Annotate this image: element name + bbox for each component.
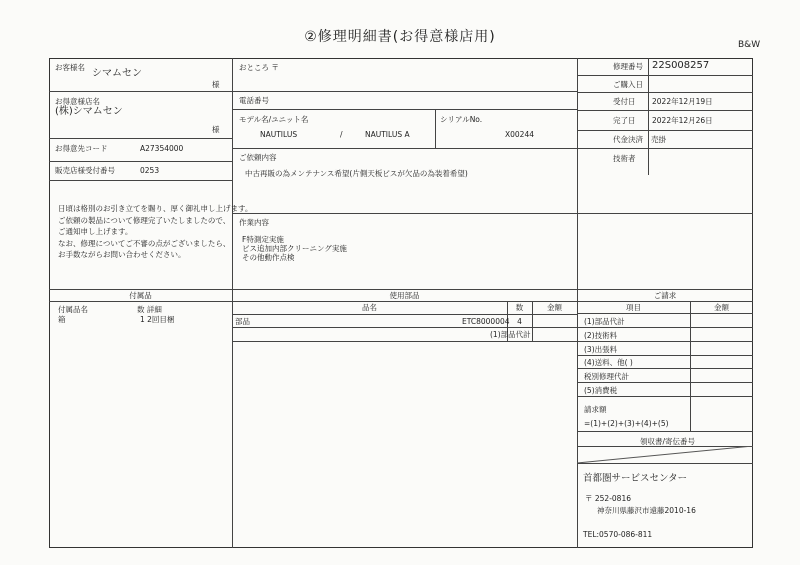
- received-date-value: 2022年12月19日: [652, 97, 713, 106]
- dealer-name-label: お得意様店名: [55, 97, 100, 106]
- divider-lower-section: [49, 289, 753, 290]
- part-row-name: 部品: [235, 317, 250, 326]
- charges-col-item: 項目: [626, 303, 641, 312]
- charge-total-formula: =(1)+(2)+(3)+(4)+(5): [584, 419, 669, 428]
- divider: [577, 355, 753, 356]
- divider: [577, 313, 753, 314]
- divider: [577, 382, 753, 383]
- work-label: 作業内容: [239, 218, 269, 227]
- repair-no-label: 修理番号: [613, 62, 643, 71]
- divider: [577, 341, 753, 342]
- divider: [232, 341, 577, 342]
- divider: [232, 91, 577, 92]
- divider: [577, 92, 753, 93]
- repair-no-value: 22S008257: [652, 60, 710, 71]
- dealer-name-value: (株)シマムセン: [55, 106, 123, 117]
- divider: [577, 110, 753, 111]
- charge-row: (1)部品代計: [584, 317, 625, 326]
- accessory-row-qty-detail: 1 2回目梱: [140, 315, 175, 324]
- accessories-col-qty-detail: 数 詳細: [137, 305, 162, 314]
- engineer-label: 技術者: [613, 154, 636, 163]
- divider: [690, 301, 691, 431]
- service-center-tel: TEL:0570-086-811: [583, 530, 653, 539]
- divider: [232, 314, 577, 315]
- request-label: ご依頼内容: [239, 153, 277, 162]
- dealer-sama: 様: [212, 125, 220, 134]
- document-title: ②修理明細書(お得意様店用): [304, 29, 496, 45]
- service-center-address: 神奈川県藤沢市遠藤2010-16: [597, 506, 696, 515]
- charge-row: (3)出張料: [584, 345, 618, 354]
- charge-row: (4)送料、他( ): [584, 358, 633, 367]
- purchase-date-label: ご購入日: [613, 80, 643, 89]
- charge-row: 税別修理代計: [584, 372, 629, 381]
- serial-label: シリアルNo.: [440, 115, 483, 124]
- serial-value: X00244: [505, 130, 534, 139]
- divider: [232, 327, 577, 328]
- charges-header: ご請求: [653, 291, 677, 300]
- model-label: モデル名/ユニット名: [239, 115, 309, 124]
- customer-name-value: シマムセン: [92, 68, 142, 79]
- store-receipt-no-value: 0253: [140, 166, 160, 175]
- divider: [49, 301, 753, 302]
- divider: [577, 130, 753, 131]
- divider: [577, 368, 753, 369]
- divider: [577, 148, 753, 149]
- parts-col-name: 品名: [362, 303, 377, 312]
- divider: [577, 431, 753, 432]
- brand-mark: B&W: [738, 40, 761, 50]
- accessories-header: 付属品: [129, 291, 152, 300]
- divider: [49, 180, 232, 181]
- divider: [577, 396, 753, 397]
- phone-label: 電話番号: [239, 96, 269, 105]
- payment-value: 売掛: [651, 135, 666, 144]
- accessories-col-name: 付属品名: [58, 305, 88, 314]
- charge-row: (5)消費税: [584, 386, 618, 395]
- parts-col-amount: 金額: [547, 303, 562, 312]
- charge-row: (2)技術料: [584, 331, 618, 340]
- model-slash: /: [340, 130, 343, 139]
- customer-code-label: お得意先コード: [55, 144, 108, 153]
- completed-date-label: 完了日: [613, 116, 636, 125]
- divider: [232, 213, 753, 214]
- customer-code-value: A27354000: [140, 144, 184, 153]
- divider: [232, 148, 577, 149]
- charge-total-label: 請求額: [584, 405, 607, 414]
- service-center-name: 首都圏サービスセンター: [583, 473, 688, 484]
- customer-name-label: お客様名: [55, 63, 85, 72]
- parts-col-qty: 数: [515, 303, 524, 312]
- receipt-number-slash: [577, 446, 753, 463]
- received-date-label: 受付日: [613, 97, 636, 106]
- divider: [232, 109, 577, 110]
- request-value: 中古再販の為メンテナンス希望(片側天板ビスが欠品の為装着希望): [245, 169, 468, 178]
- notice-text: 日頃は格別のお引き立てを賜り、厚く御礼申し上げます。 ご依頼の製品について修理完了いたしましたので、 ご通知申し上げます。 なお、修理についてご不審の点がございましたら、 お手数ながらお問い合わせください。: [58, 204, 253, 259]
- charges-col-amount: 金額: [714, 303, 729, 312]
- completed-date-value: 2022年12月26日: [652, 116, 713, 125]
- part-row-qty: 4: [517, 317, 522, 326]
- service-center-postal: 〒 252-0816: [585, 494, 631, 503]
- address-label: おところ 〒: [239, 63, 279, 72]
- payment-label: 代金決済: [613, 135, 643, 144]
- accessory-row-name: 箱: [58, 315, 66, 324]
- work-lines: F特測定実施 ビス追加内部クリーニング実施 その他動作点検: [242, 235, 347, 262]
- divider: [435, 109, 436, 148]
- divider: [49, 138, 232, 139]
- model-value: NAUTILUS: [260, 130, 298, 139]
- divider: [49, 91, 232, 92]
- unit-value: NAUTILUS A: [365, 130, 410, 139]
- divider: [577, 463, 753, 464]
- receipt-number-label: 領収書/寄伝番号: [640, 437, 696, 446]
- part-row-code: ETC8000004: [462, 317, 510, 326]
- parts-header: 使用部品: [389, 291, 420, 300]
- divider: [49, 161, 232, 162]
- parts-subtotal-label: (1)部品代計: [490, 330, 531, 339]
- customer-sama: 様: [212, 80, 220, 89]
- store-receipt-no-label: 販売店様受付番号: [55, 166, 115, 175]
- divider: [577, 327, 753, 328]
- divider: [577, 75, 753, 76]
